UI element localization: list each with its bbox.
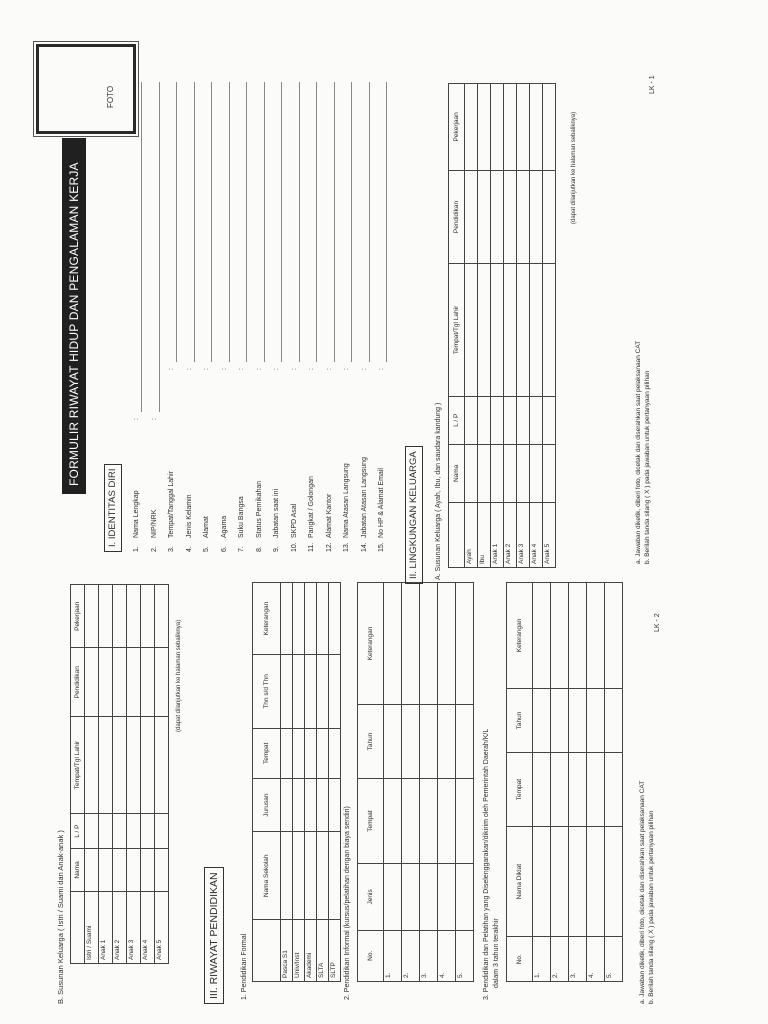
- identity-field-number: 4.: [185, 546, 193, 552]
- famA-header-cell: Nama: [449, 444, 465, 502]
- informal-header-cell: Keterangan: [358, 583, 384, 705]
- identity-field-colon: :: [255, 368, 263, 370]
- famB-empty-cell: [85, 849, 99, 892]
- formal-empty-cell: [293, 832, 305, 920]
- photo-label: FOTO: [106, 85, 115, 108]
- identity-field-label: SKPD Asal: [290, 503, 298, 538]
- famA-header-cell: Pekerjaan: [449, 84, 465, 171]
- famA-row-label: Anak 1: [491, 502, 504, 567]
- famA-row: [517, 84, 530, 568]
- famB-row-label: Anak 2: [113, 891, 127, 963]
- famA-empty-cell: [478, 264, 491, 396]
- identity-field-colon: :: [378, 368, 385, 370]
- famB-header-cell: Tempat/Tgl Lahir: [71, 717, 85, 814]
- famB-empty-cell: [85, 585, 99, 649]
- lk1-note-a: a. Jawaban diketik, diberi foto, dicetak dan diserahkan saat pelaksanaan CAT: [635, 340, 642, 564]
- identity-field-colon: :: [203, 368, 210, 370]
- identity-field-colon: :: [168, 368, 175, 370]
- famB-row-label: Anak 1: [99, 891, 113, 963]
- diklat-row-label: 1.: [533, 937, 551, 982]
- famA-row: [465, 84, 478, 568]
- famA-empty-cell: [491, 396, 504, 444]
- identity-field-line: [316, 82, 317, 362]
- famA-header-cell: Pendidikan: [449, 170, 465, 264]
- identity-field-label: Jenis Kelamin: [185, 494, 193, 538]
- diklat-header-cell: Keterangan: [507, 583, 533, 689]
- famA-empty-cell: [543, 170, 556, 264]
- diklat-empty-cell: [551, 826, 569, 936]
- formal-row: [293, 583, 305, 982]
- identity-field-colon: :: [238, 368, 245, 370]
- famB-row-label: Istri / Suami: [85, 891, 99, 963]
- famA-row: [543, 84, 556, 568]
- family-a-table: [448, 83, 556, 568]
- identity-field-label: NIP/NRK: [150, 509, 158, 538]
- main-form-title: FORMULIR RIWAYAT HIDUP DAN PENGALAMAN KERJA: [62, 138, 86, 494]
- informal-empty-cell: [384, 864, 402, 931]
- famB-empty-cell: [155, 585, 169, 649]
- diklat-empty-cell: [569, 753, 587, 827]
- diklat-empty-cell: [605, 753, 623, 827]
- diklat-empty-cell: [587, 826, 605, 936]
- famB-empty-cell: [113, 648, 127, 717]
- diklat-empty-cell: [569, 826, 587, 936]
- formal-header-cell: Keterangan: [253, 583, 281, 655]
- section-3-title: III. RIWAYAT PENDIDIKAN: [204, 867, 224, 1004]
- informal-row: [402, 583, 420, 982]
- formal-header-cell: Thn s/d Thn: [253, 655, 281, 729]
- informal-row: [438, 583, 456, 982]
- lk2-note-a: a. Jawaban diketik, diberi foto, dicetak dan diserahkan saat pelaksanaan CAT: [639, 780, 646, 1004]
- identity-field-line: [176, 82, 177, 362]
- informal-empty-cell: [420, 864, 438, 931]
- formal-empty-cell: [281, 583, 293, 655]
- famA-empty-cell: [543, 264, 556, 396]
- formal-empty-cell: [317, 832, 329, 920]
- famA-empty-cell: [530, 444, 543, 502]
- informal-empty-cell: [456, 704, 474, 778]
- identity-field-number: 11.: [308, 542, 315, 552]
- famB-empty-cell: [155, 717, 169, 814]
- identity-field-line: [194, 82, 195, 362]
- famB-header-cell: Pendidikan: [71, 648, 85, 717]
- formal-row-label: Pasca S1: [281, 920, 293, 982]
- famA-empty-cell: [478, 84, 491, 171]
- identity-field-number: 12.: [325, 542, 333, 552]
- famA-empty-cell: [517, 264, 530, 396]
- formal-empty-cell: [281, 778, 293, 831]
- formal-empty-cell: [281, 655, 293, 729]
- identity-field-number: 15.: [378, 542, 385, 552]
- formal-row-label: Akademi: [305, 920, 317, 982]
- famA-row-label: Anak 2: [504, 502, 517, 567]
- identity-field-line: [386, 82, 387, 362]
- famB-empty-cell: [85, 648, 99, 717]
- famB-empty-cell: [113, 717, 127, 814]
- diklat-header-cell: Nama Diklat: [507, 826, 533, 936]
- famA-empty-cell: [491, 84, 504, 171]
- informal-empty-cell: [438, 864, 456, 931]
- informal-header-cell: Jenis: [358, 864, 384, 931]
- identity-field-line: [141, 82, 142, 412]
- identity-field-number: 2.: [150, 546, 158, 552]
- famB-header-cell: Pekerjaan: [71, 585, 85, 649]
- famA-empty-cell: [517, 84, 530, 171]
- famA-empty-cell: [517, 170, 530, 264]
- identity-field-colon: :: [343, 368, 350, 370]
- informal-empty-cell: [384, 583, 402, 705]
- diklat-title-line-1: 3. Pendidikan dan Pelatihan yang Diselenggarakan/dikirim oleh Pemerintah Daerah/K/L: [483, 728, 490, 1000]
- famB-empty-cell: [127, 849, 141, 892]
- family-a-note: (dapat dilanjutkan ke halaman sebaliknya): [571, 111, 577, 224]
- famA-row-label: Anak 3: [517, 502, 530, 567]
- lk1-note-b: b. Berilah tanda silang ( X ) pada jawaban untuk pertanyaan pilihan: [644, 370, 651, 564]
- formal-row-label: SLTP: [329, 920, 341, 982]
- identity-field-number: 10.: [290, 542, 298, 552]
- diklat-row-label: 4.: [587, 937, 605, 982]
- identity-field-line: [229, 82, 230, 362]
- formal-empty-cell: [293, 728, 305, 778]
- formal-empty-cell: [293, 583, 305, 655]
- informal-row-label: 1.: [384, 930, 402, 981]
- formal-row: [305, 583, 317, 982]
- famB-empty-cell: [113, 849, 127, 892]
- formal-education-table: [252, 582, 341, 982]
- identity-field-label: Nama Atasan Langsung: [343, 463, 350, 538]
- formal-empty-cell: [317, 655, 329, 729]
- identity-field-number: 8.: [255, 546, 263, 552]
- informal-row-label: 5.: [456, 930, 474, 981]
- famA-header-cell: Tempat/Tgl Lahir: [449, 264, 465, 396]
- informal-empty-cell: [384, 779, 402, 864]
- diklat-empty-cell: [605, 688, 623, 752]
- famA-header-cell: L / P: [449, 396, 465, 444]
- famA-empty-cell: [478, 444, 491, 502]
- famA-empty-cell: [517, 396, 530, 444]
- formal-empty-cell: [305, 583, 317, 655]
- lk1-page-label: LK - 1: [649, 75, 656, 94]
- famB-row: [127, 585, 141, 964]
- diklat-empty-cell: [551, 753, 569, 827]
- famB-empty-cell: [141, 813, 155, 848]
- diklat-row-label: 2.: [551, 937, 569, 982]
- identity-field-label: Status Pernikahan: [255, 480, 263, 538]
- formal-header-cell: Jurusan: [253, 778, 281, 831]
- identity-field-number: 9.: [273, 546, 280, 552]
- diklat-header-cell: Tempat: [507, 753, 533, 827]
- formal-row-label: Univ/Inst: [293, 920, 305, 982]
- diklat-empty-cell: [533, 583, 551, 689]
- famA-empty-cell: [465, 170, 478, 264]
- identity-field-line: [351, 82, 352, 362]
- famA-row-label: Anak 4: [530, 502, 543, 567]
- identity-field-label: Pangkat / Golongan: [308, 476, 315, 538]
- informal-header-cell: No.: [358, 930, 384, 981]
- diklat-empty-cell: [533, 688, 551, 752]
- formal-header-cell: Nama Sekolah: [253, 832, 281, 920]
- photo-box: [36, 44, 136, 134]
- famA-empty-cell: [530, 170, 543, 264]
- identity-field-line: [246, 82, 247, 362]
- identity-field-line: [264, 82, 265, 362]
- famA-empty-cell: [543, 444, 556, 502]
- famB-empty-cell: [141, 717, 155, 814]
- diklat-table: [506, 582, 623, 982]
- lk2-note-b: b. Berilah tanda silang ( X ) pada jawaban untuk pertanyaan pilihan: [648, 810, 655, 1004]
- identity-field-colon: :: [185, 368, 193, 370]
- formal-empty-cell: [317, 778, 329, 831]
- diklat-empty-cell: [587, 753, 605, 827]
- formal-empty-cell: [317, 583, 329, 655]
- informal-row: [384, 583, 402, 982]
- informal-empty-cell: [402, 583, 420, 705]
- identity-field-label: Jabatan Atasan Langsung: [360, 457, 368, 538]
- formal-row-label: SLTA: [317, 920, 329, 982]
- famA-empty-cell: [465, 396, 478, 444]
- diklat-row: [605, 583, 623, 982]
- informal-empty-cell: [420, 779, 438, 864]
- famB-empty-cell: [113, 585, 127, 649]
- identity-field-label: Agama: [220, 515, 228, 538]
- informal-row-label: 2.: [402, 930, 420, 981]
- informal-empty-cell: [402, 779, 420, 864]
- formal-empty-cell: [305, 778, 317, 831]
- informal-empty-cell: [384, 704, 402, 778]
- famA-empty-cell: [504, 444, 517, 502]
- informal-row-label: 3.: [420, 930, 438, 981]
- diklat-empty-cell: [587, 688, 605, 752]
- famB-empty-cell: [155, 648, 169, 717]
- famB-row-label: Anak 3: [127, 891, 141, 963]
- formal-empty-cell: [305, 832, 317, 920]
- informal-row-label: 4.: [438, 930, 456, 981]
- famB-empty-cell: [155, 849, 169, 892]
- diklat-row: [569, 583, 587, 982]
- diklat-row: [533, 583, 551, 982]
- identity-field-line: [369, 82, 370, 362]
- famB-empty-cell: [113, 813, 127, 848]
- famA-empty-cell: [530, 396, 543, 444]
- informal-empty-cell: [438, 704, 456, 778]
- diklat-empty-cell: [605, 826, 623, 936]
- diklat-empty-cell: [587, 583, 605, 689]
- famA-empty-cell: [530, 264, 543, 396]
- informal-empty-cell: [456, 864, 474, 931]
- identity-field-label: Alamat: [203, 516, 210, 538]
- famB-header-cell: L / P: [71, 813, 85, 848]
- formal-header-cell: Tempat: [253, 728, 281, 778]
- section-2-title: II. LINGKUNGAN KELUARGA: [405, 446, 423, 584]
- formal-empty-cell: [329, 655, 341, 729]
- famB-empty-cell: [99, 717, 113, 814]
- informal-header-cell: Tempat: [358, 779, 384, 864]
- famB-row: [113, 585, 127, 964]
- informal-empty-cell: [456, 583, 474, 705]
- identity-field-colon: :: [150, 418, 158, 420]
- informal-empty-cell: [438, 583, 456, 705]
- informal-empty-cell: [438, 779, 456, 864]
- identity-field-line: [281, 82, 282, 362]
- informal-empty-cell: [456, 779, 474, 864]
- identity-field-colon: :: [360, 368, 368, 370]
- famB-row: [141, 585, 155, 964]
- famB-empty-cell: [127, 648, 141, 717]
- famA-row: [491, 84, 504, 568]
- diklat-header-cell: Tahun: [507, 688, 533, 752]
- formal-row: [281, 583, 293, 982]
- famA-empty-cell: [491, 444, 504, 502]
- family-b-note: (dapat dilanjutkan ke halaman sebaliknya): [176, 619, 182, 732]
- identity-field-label: No HP & Alamat Email: [378, 468, 385, 538]
- informal-row: [456, 583, 474, 982]
- diklat-row: [551, 583, 569, 982]
- famA-header-cell: [449, 502, 465, 567]
- famA-empty-cell: [465, 264, 478, 396]
- famA-empty-cell: [504, 396, 517, 444]
- famA-empty-cell: [478, 170, 491, 264]
- formal-empty-cell: [281, 832, 293, 920]
- famB-row-label: Anak 4: [141, 891, 155, 963]
- diklat-empty-cell: [569, 688, 587, 752]
- identity-field-number: 7.: [238, 546, 245, 552]
- formal-empty-cell: [329, 728, 341, 778]
- informal-empty-cell: [420, 583, 438, 705]
- informal-empty-cell: [402, 864, 420, 931]
- diklat-empty-cell: [533, 826, 551, 936]
- formal-empty-cell: [329, 778, 341, 831]
- identity-field-label: Suku Bangsa: [238, 496, 245, 538]
- famB-empty-cell: [99, 648, 113, 717]
- famA-empty-cell: [491, 170, 504, 264]
- diklat-empty-cell: [551, 688, 569, 752]
- family-b-title: B. Susunan Keluarga ( Istri / Suami dan Anak-anak ): [56, 830, 65, 1004]
- diklat-row: [587, 583, 605, 982]
- famB-row: [99, 585, 113, 964]
- informal-header-cell: Tahun: [358, 704, 384, 778]
- identity-field-label: Jabatan saat ini: [273, 488, 280, 538]
- formal-row: [317, 583, 329, 982]
- section-1-title: I. IDENTITAS DIRI: [104, 464, 122, 552]
- family-b-table: [70, 584, 169, 964]
- famB-empty-cell: [141, 648, 155, 717]
- famA-empty-cell: [504, 84, 517, 171]
- formal-empty-cell: [305, 655, 317, 729]
- formal-empty-cell: [281, 728, 293, 778]
- identity-field-colon: :: [308, 368, 315, 370]
- identity-field-colon: :: [220, 368, 228, 370]
- famA-row-label: Anak 5: [543, 502, 556, 567]
- famB-row: [85, 585, 99, 964]
- formal-empty-cell: [293, 655, 305, 729]
- famB-empty-cell: [85, 813, 99, 848]
- famB-header-cell: Nama: [71, 849, 85, 892]
- informal-education-table: [357, 582, 474, 982]
- famA-empty-cell: [465, 444, 478, 502]
- diklat-empty-cell: [533, 753, 551, 827]
- formal-empty-cell: [329, 832, 341, 920]
- famA-empty-cell: [543, 396, 556, 444]
- formal-empty-cell: [305, 728, 317, 778]
- formal-row: [329, 583, 341, 982]
- famA-row: [504, 84, 517, 568]
- famB-empty-cell: [141, 849, 155, 892]
- famB-empty-cell: [127, 717, 141, 814]
- famA-empty-cell: [491, 264, 504, 396]
- diklat-row-label: 5.: [605, 937, 623, 982]
- famA-empty-cell: [530, 84, 543, 171]
- famB-empty-cell: [85, 717, 99, 814]
- diklat-empty-cell: [605, 583, 623, 689]
- diklat-title-line-2: dalam 3 tahun terakhir: [493, 918, 500, 988]
- identity-field-number: 13.: [343, 542, 350, 552]
- identity-field-line: [334, 82, 335, 362]
- identity-field-line: [211, 82, 212, 362]
- identity-field-label: Alamat Kantor: [325, 493, 333, 538]
- identity-field-colon: :: [325, 368, 333, 370]
- formal-header-cell: [253, 920, 281, 982]
- famB-row-label: Anak 5: [155, 891, 169, 963]
- famA-empty-cell: [478, 396, 491, 444]
- famB-empty-cell: [127, 585, 141, 649]
- identity-field-colon: :: [273, 368, 280, 370]
- famB-header-cell: [71, 891, 85, 963]
- identity-field-line: [299, 82, 300, 362]
- famB-empty-cell: [99, 849, 113, 892]
- identity-field-number: 3.: [168, 546, 175, 552]
- diklat-empty-cell: [551, 583, 569, 689]
- famB-empty-cell: [155, 813, 169, 848]
- identity-field-label: Nama Lengkap: [133, 490, 140, 538]
- famA-row: [530, 84, 543, 568]
- identity-field-colon: :: [290, 368, 298, 370]
- famA-empty-cell: [504, 264, 517, 396]
- famA-row: [478, 84, 491, 568]
- formal-empty-cell: [329, 583, 341, 655]
- identity-field-colon: :: [133, 418, 140, 420]
- identity-field-number: 1.: [133, 546, 140, 552]
- informal-row: [420, 583, 438, 982]
- lk2-page-label: LK - 2: [654, 613, 661, 632]
- famB-empty-cell: [141, 585, 155, 649]
- formal-education-title: 1. Pendidikan Formal: [241, 933, 248, 1000]
- famA-row-label: Ibu: [478, 502, 491, 567]
- identity-field-line: [159, 82, 160, 412]
- famB-empty-cell: [127, 813, 141, 848]
- famA-empty-cell: [465, 84, 478, 171]
- identity-field-number: 14.: [360, 542, 368, 552]
- family-a-title: A. Susunan Keluarga ( Ayah, Ibu, dan saudara kandung ): [435, 402, 442, 580]
- famB-row: [155, 585, 169, 964]
- formal-empty-cell: [293, 778, 305, 831]
- informal-empty-cell: [402, 704, 420, 778]
- informal-empty-cell: [420, 704, 438, 778]
- famA-empty-cell: [543, 84, 556, 171]
- informal-education-title: 2. Pendidikan Informal (kursus/pelatihan dengan biaya sendiri): [344, 806, 351, 1000]
- famA-row-label: Ayah: [465, 502, 478, 567]
- famA-empty-cell: [517, 444, 530, 502]
- famA-empty-cell: [504, 170, 517, 264]
- diklat-header-cell: No.: [507, 937, 533, 982]
- identity-field-number: 6.: [220, 546, 228, 552]
- formal-empty-cell: [317, 728, 329, 778]
- identity-field-label: Tempat/Tanggal Lahir: [168, 471, 175, 538]
- identity-field-number: 5.: [203, 546, 210, 552]
- diklat-row-label: 3.: [569, 937, 587, 982]
- famB-empty-cell: [99, 813, 113, 848]
- famB-empty-cell: [99, 585, 113, 649]
- diklat-empty-cell: [569, 583, 587, 689]
